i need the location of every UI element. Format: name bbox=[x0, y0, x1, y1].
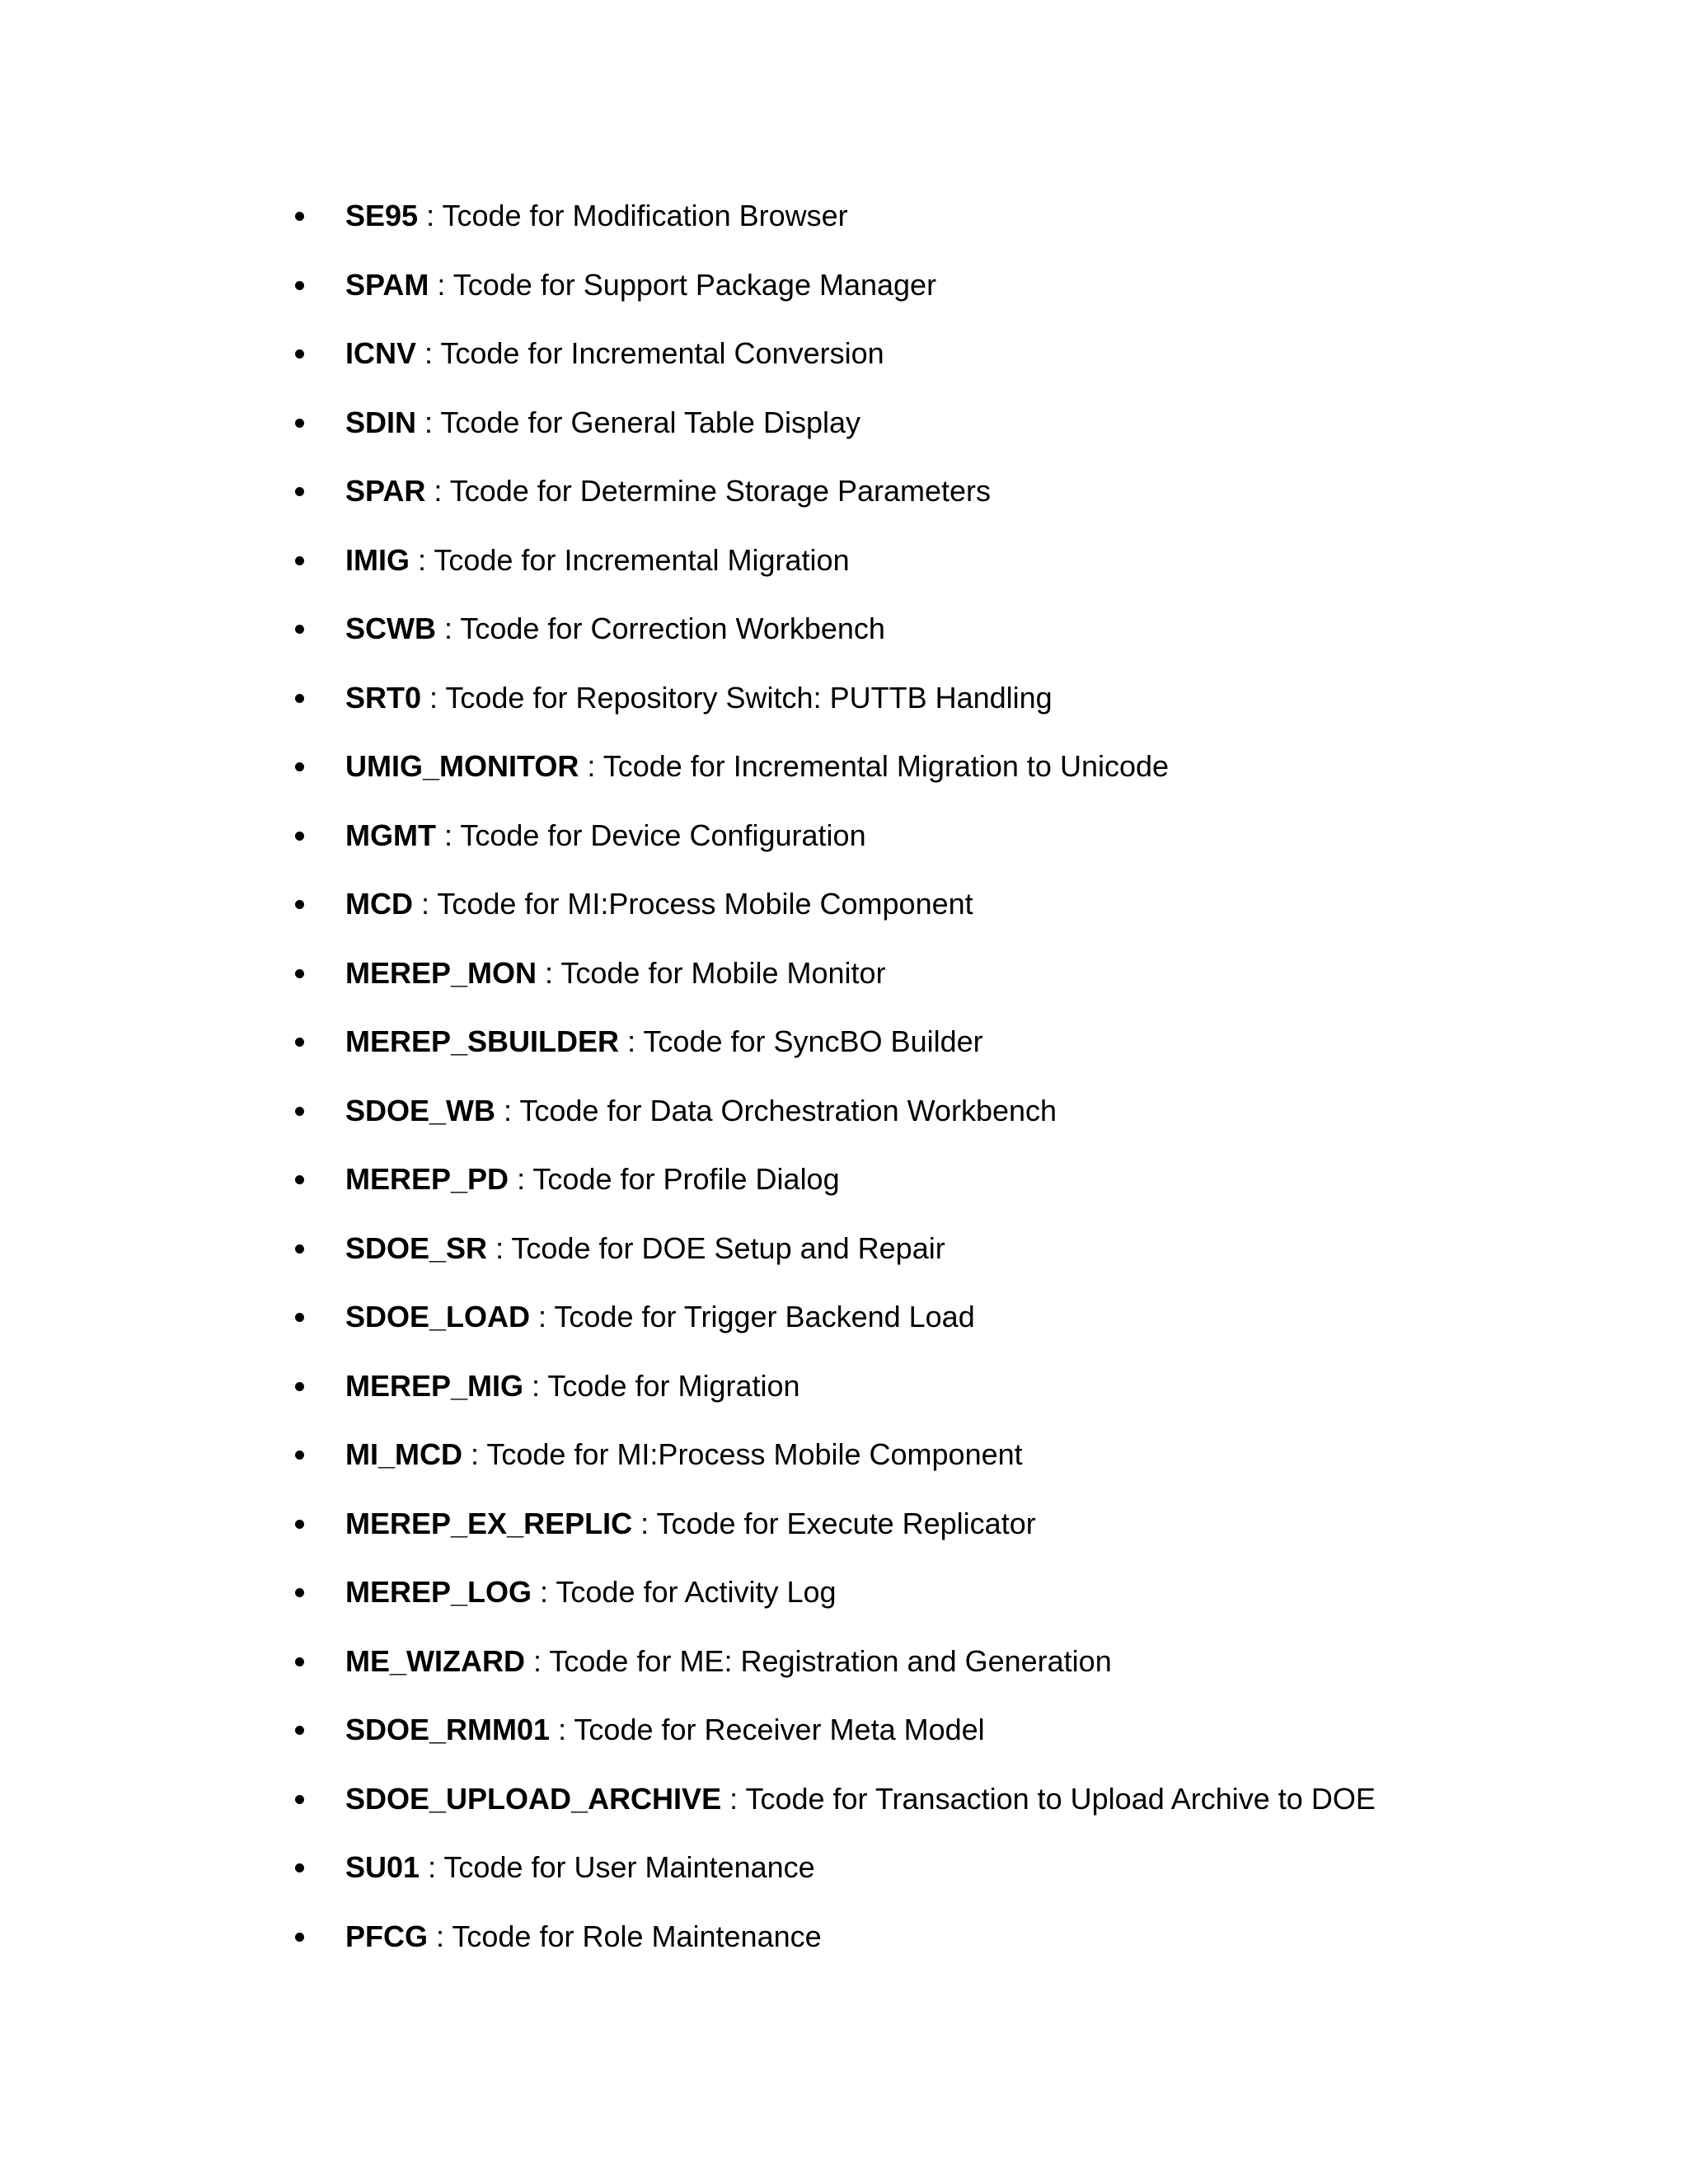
tcode-description: Tcode for MI:Process Mobile Component bbox=[486, 1437, 1023, 1471]
list-item bbox=[295, 473, 1531, 542]
list-item bbox=[295, 611, 1531, 680]
tcode: MGMT bbox=[345, 818, 436, 852]
separator: : bbox=[579, 749, 603, 783]
bullet-icon bbox=[295, 1382, 304, 1391]
list-item bbox=[295, 405, 1531, 474]
tcode: MEREP_PD bbox=[345, 1162, 509, 1196]
list-item-text bbox=[345, 1506, 1036, 1542]
tcode-description: Tcode for Incremental Migration to Unicode bbox=[603, 749, 1170, 783]
bullet-icon bbox=[295, 556, 304, 565]
bullet-icon bbox=[295, 1107, 304, 1116]
separator: : bbox=[436, 612, 461, 645]
tcode-description: Tcode for SyncBO Builder bbox=[643, 1024, 983, 1058]
list-item-text bbox=[345, 1919, 822, 1955]
separator: : bbox=[410, 542, 434, 577]
tcode-description: Tcode for Repository Switch: PUTTB Handling bbox=[445, 680, 1053, 715]
list-item-text bbox=[345, 335, 884, 372]
list-item-text bbox=[345, 1436, 1023, 1473]
bullet-icon bbox=[295, 762, 304, 771]
bullet-icon bbox=[295, 1933, 304, 1942]
separator: : bbox=[525, 1643, 550, 1678]
tcode: SDIN bbox=[345, 405, 417, 439]
tcode: PFCG bbox=[345, 1919, 429, 1953]
list-item bbox=[295, 1436, 1531, 1506]
bullet-icon bbox=[295, 1451, 304, 1460]
tcode-description: Tcode for Trigger Backend Load bbox=[554, 1300, 975, 1333]
separator: : bbox=[418, 199, 443, 232]
tcode-description: Tcode for Correction Workbench bbox=[460, 612, 885, 645]
tcode-description: Tcode for Transaction to Upload Archive to DOE bbox=[745, 1781, 1376, 1816]
list-item bbox=[295, 818, 1531, 887]
separator: : bbox=[487, 1230, 512, 1265]
list-item bbox=[295, 1849, 1531, 1919]
bullet-icon bbox=[295, 1863, 304, 1872]
tcode: MCD bbox=[345, 887, 413, 921]
list-item bbox=[295, 1230, 1531, 1300]
bullet-icon bbox=[295, 1726, 304, 1735]
separator: : bbox=[425, 474, 450, 508]
list-item bbox=[295, 1506, 1531, 1575]
tcode-description: Tcode for Support Package Manager bbox=[452, 267, 937, 302]
tcode: MEREP_EX_REPLIC bbox=[345, 1506, 633, 1540]
tcode-description: Tcode for Profile Dialog bbox=[532, 1162, 840, 1196]
list-item-text bbox=[345, 473, 991, 509]
bullet-icon bbox=[295, 212, 304, 221]
bullet-icon bbox=[295, 349, 304, 359]
tcode: UMIG_MONITOR bbox=[345, 749, 579, 783]
tcode-list bbox=[295, 198, 1531, 1987]
tcode: SCWB bbox=[345, 612, 436, 645]
bullet-icon bbox=[295, 419, 304, 428]
tcode-description: Tcode for Incremental Migration bbox=[434, 542, 850, 577]
bullet-icon bbox=[295, 1795, 304, 1804]
separator: : bbox=[721, 1781, 746, 1816]
list-item bbox=[295, 1368, 1531, 1437]
list-item bbox=[295, 1093, 1531, 1162]
separator: : bbox=[523, 1368, 548, 1403]
list-item-text bbox=[345, 1849, 815, 1886]
list-item-text bbox=[345, 955, 886, 991]
list-item-text bbox=[345, 748, 1169, 785]
separator: : bbox=[420, 1850, 444, 1884]
tcode: IMIG bbox=[345, 542, 410, 577]
list-item-text bbox=[345, 1161, 840, 1197]
list-item bbox=[295, 335, 1531, 405]
bullet-icon bbox=[295, 969, 304, 978]
separator: : bbox=[428, 1919, 452, 1953]
separator: : bbox=[619, 1024, 644, 1058]
list-item bbox=[295, 1712, 1531, 1781]
separator: : bbox=[416, 336, 441, 370]
tcode: SDOE_SR bbox=[345, 1230, 488, 1265]
tcode-description: Tcode for ME: Registration and Generation bbox=[549, 1643, 1112, 1678]
tcode: SDOE_WB bbox=[345, 1093, 496, 1127]
tcode-description: Tcode for MI:Process Mobile Component bbox=[437, 887, 973, 921]
list-item-text bbox=[345, 1024, 983, 1060]
separator: : bbox=[495, 1093, 520, 1127]
separator: : bbox=[429, 267, 453, 302]
tcode-description: Tcode for Role Maintenance bbox=[452, 1919, 822, 1953]
tcode: SRT0 bbox=[345, 680, 422, 715]
list-item-text bbox=[345, 267, 936, 303]
tcode: SU01 bbox=[345, 1850, 420, 1884]
tcode: SDOE_LOAD bbox=[345, 1300, 531, 1333]
separator: : bbox=[537, 955, 561, 990]
list-item bbox=[295, 1161, 1531, 1230]
list-item bbox=[295, 1781, 1531, 1850]
tcode-description: Tcode for General Table Display bbox=[440, 405, 860, 439]
separator: : bbox=[435, 818, 461, 852]
separator: : bbox=[509, 1162, 533, 1196]
bullet-icon bbox=[295, 625, 304, 634]
tcode-description: Tcode for User Maintenance bbox=[443, 1850, 815, 1884]
bullet-icon bbox=[295, 1038, 304, 1047]
separator: : bbox=[550, 1713, 574, 1746]
tcode: SE95 bbox=[345, 199, 419, 232]
separator: : bbox=[462, 1437, 487, 1471]
list-item bbox=[295, 1299, 1531, 1368]
tcode-description: Tcode for Execute Replicator bbox=[656, 1506, 1036, 1540]
tcode-description: Tcode for Determine Storage Parameters bbox=[449, 474, 992, 508]
separator: : bbox=[416, 405, 441, 439]
list-item-text bbox=[345, 611, 885, 647]
list-item-text bbox=[345, 405, 860, 441]
tcode: MEREP_LOG bbox=[345, 1575, 532, 1609]
tcode-description: Tcode for Migration bbox=[547, 1368, 800, 1403]
separator: : bbox=[530, 1300, 555, 1333]
tcode-description: Tcode for Data Orchestration Workbench bbox=[519, 1093, 1057, 1127]
bullet-icon bbox=[295, 694, 304, 703]
tcode: ME_WIZARD bbox=[345, 1643, 525, 1678]
list-item-text bbox=[345, 198, 848, 234]
tcode-description: Tcode for Device Configuration bbox=[460, 818, 866, 852]
list-item-text bbox=[345, 1230, 945, 1267]
tcode: ICNV bbox=[345, 336, 417, 370]
separator: : bbox=[412, 887, 438, 921]
bullet-icon bbox=[295, 1313, 304, 1322]
tcode-description: Tcode for Incremental Conversion bbox=[440, 336, 884, 370]
list-item bbox=[295, 1574, 1531, 1643]
bullet-icon bbox=[295, 900, 304, 909]
tcode: SDOE_UPLOAD_ARCHIVE bbox=[345, 1781, 722, 1816]
list-item bbox=[295, 886, 1531, 955]
list-item-text bbox=[345, 1781, 1376, 1817]
tcode: MEREP_MON bbox=[345, 955, 537, 990]
list-item-text bbox=[345, 818, 866, 854]
list-item bbox=[295, 198, 1531, 267]
list-item-text bbox=[345, 1368, 800, 1404]
tcode-description: Tcode for Mobile Monitor bbox=[560, 955, 886, 990]
tcode-description: Tcode for Modification Browser bbox=[442, 199, 848, 232]
tcode-description: Tcode for Activity Log bbox=[556, 1575, 837, 1609]
separator: : bbox=[421, 680, 446, 715]
tcode: SDOE_RMM01 bbox=[345, 1713, 551, 1746]
bullet-icon bbox=[295, 281, 304, 290]
bullet-icon bbox=[295, 1244, 304, 1254]
bullet-icon bbox=[295, 1520, 304, 1529]
list-item-text bbox=[345, 542, 850, 579]
bullet-icon bbox=[295, 1175, 304, 1184]
list-item bbox=[295, 1024, 1531, 1093]
list-item-text bbox=[345, 886, 973, 922]
list-item bbox=[295, 748, 1531, 818]
list-item-text bbox=[345, 1299, 975, 1335]
bullet-icon bbox=[295, 487, 304, 496]
separator: : bbox=[532, 1575, 556, 1609]
list-item-text bbox=[345, 1093, 1057, 1129]
tcode: MEREP_MIG bbox=[345, 1368, 524, 1403]
tcode-description: Tcode for DOE Setup and Repair bbox=[511, 1230, 945, 1265]
list-item-text bbox=[345, 1712, 985, 1748]
list-item-text bbox=[345, 680, 1053, 716]
list-item bbox=[295, 955, 1531, 1024]
list-item-text bbox=[345, 1643, 1112, 1680]
tcode: SPAR bbox=[345, 474, 426, 508]
bullet-icon bbox=[295, 1657, 304, 1666]
list-item bbox=[295, 542, 1531, 612]
tcode: MI_MCD bbox=[345, 1437, 462, 1471]
list-item-text bbox=[345, 1574, 837, 1610]
separator: : bbox=[632, 1506, 657, 1540]
tcode: MEREP_SBUILDER bbox=[345, 1024, 620, 1058]
tcode-description: Tcode for Receiver Meta Model bbox=[574, 1713, 985, 1746]
list-item bbox=[295, 1919, 1531, 1988]
list-item bbox=[295, 1643, 1531, 1713]
list-item bbox=[295, 680, 1531, 749]
bullet-icon bbox=[295, 832, 304, 841]
bullet-icon bbox=[295, 1588, 304, 1597]
tcode: SPAM bbox=[345, 267, 429, 302]
list-item bbox=[295, 267, 1531, 336]
